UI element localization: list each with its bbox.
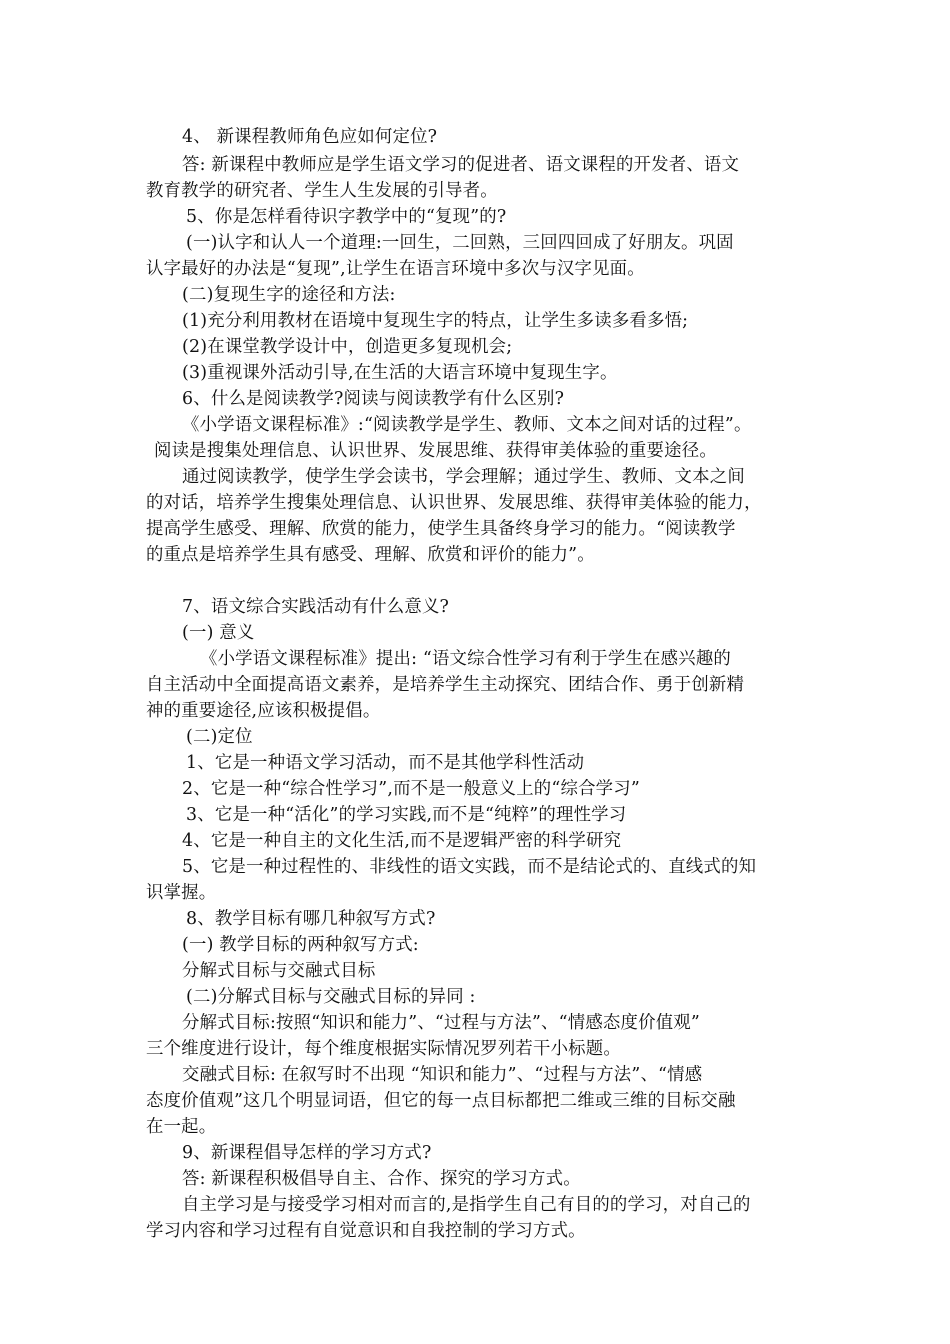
answer-6-line-6: 的重点是培养学生具有感受、理解、欣赏和评价的能力”。 bbox=[146, 545, 595, 565]
answer-7-point-5-line-1: 5、它是一种过程性的、非线性的语文实践，而不是结论式的、直线式的知 bbox=[182, 857, 757, 877]
answer-4-line-2: 教育教学的研究者、学生人生发展的引导者。 bbox=[146, 181, 498, 201]
answer-4-line-1: 答: 新课程中教师应是学生语文学习的促进者、语文课程的开发者、语文 bbox=[182, 155, 740, 175]
answer-7-line-3: 神的重要途径,应该积极提倡。 bbox=[146, 701, 381, 721]
answer-8-integrated-line-1: 交融式目标: 在叙写时不出现 “知识和能力”、“过程与方法”、“情感 bbox=[182, 1065, 703, 1085]
answer-7-point-1: 1、它是一种语文学习活动，而不是其他学科性活动 bbox=[186, 753, 585, 773]
answer-6-line-2: 阅读是搜集处理信息、认识世界、发展思维、获得审美体验的重要途径。 bbox=[154, 441, 717, 461]
answer-8-decomposed-line-1: 分解式目标:按照“知识和能力”、“过程与方法”、“情感态度价值观” bbox=[182, 1013, 700, 1033]
answer-8-section-1-heading: (一) 教学目标的两种叙写方式: bbox=[182, 935, 419, 955]
answer-6-line-4: 的对话，培养学生搜集处理信息、认识世界、发展思维、获得审美体验的能力， bbox=[146, 493, 762, 513]
answer-9-line-3: 学习内容和学习过程有自觉意识和自我控制的学习方式。 bbox=[146, 1221, 586, 1241]
answer-5-item-1-line-1: (一)认字和认人一个道理:一回生，二回熟，三回四回成了好朋友。巩固 bbox=[186, 233, 734, 253]
answer-5-method-1: (1)充分利用教材在语境中复现生字的特点，让学生多读多看多悟; bbox=[182, 311, 689, 331]
question-5: 5、你是怎样看待识字教学中的“复现”的? bbox=[186, 207, 507, 227]
answer-6-line-5: 提高学生感受、理解、欣赏的能力，使学生具备终身学习的能力。“阅读教学 bbox=[146, 519, 736, 539]
question-6: 6、什么是阅读教学?阅读与阅读教学有什么区别? bbox=[182, 389, 565, 409]
answer-8-section-2-heading: (二)分解式目标与交融式目标的异同 : bbox=[186, 987, 476, 1007]
answer-8-decomposed-line-2: 三个维度进行设计，每个维度根据实际情况罗列若干小标题。 bbox=[146, 1039, 621, 1059]
answer-7-point-3: 3、它是一种“活化”的学习实践,而不是“纯粹”的理性学习 bbox=[186, 805, 627, 825]
answer-7-point-5-line-2: 识掌握。 bbox=[146, 883, 217, 903]
answer-7-section-2-heading: (二)定位 bbox=[186, 727, 253, 747]
answer-8-integrated-line-2: 态度价值观”这几个明显词语，但它的每一点目标都把二维或三维的目标交融 bbox=[146, 1091, 736, 1111]
answer-7-section-1-heading: (一) 意义 bbox=[182, 623, 255, 643]
answer-7-point-2: 2、它是一种“综合性学习”,而不是一般意义上的“综合学习” bbox=[182, 779, 640, 799]
answer-9-line-2: 自主学习是与接受学习相对而言的,是指学生自己有目的的学习，对自己的 bbox=[182, 1195, 751, 1215]
answer-7-line-2: 自主活动中全面提高语文素养，是培养学生主动探究、团结合作、勇于创新精 bbox=[146, 675, 745, 695]
answer-9-line-1: 答: 新课程积极倡导自主、合作、探究的学习方式。 bbox=[182, 1169, 581, 1189]
question-4: 4、 新课程教师角色应如何定位? bbox=[182, 127, 438, 147]
answer-5-item-1-line-2: 认字最好的办法是“复现”,让学生在语言环境中多次与汉字见面。 bbox=[146, 259, 645, 279]
answer-5-item-2-heading: (二)复现生字的途径和方法: bbox=[182, 285, 396, 305]
answer-7-line-1: 《小学语文课程标准》提出: “语文综合性学习有利于学生在感兴趣的 bbox=[200, 649, 732, 669]
answer-8-section-1-body: 分解式目标与交融式目标 bbox=[182, 961, 376, 981]
question-7: 7、语文综合实践活动有什么意义? bbox=[182, 597, 450, 617]
question-9: 9、新课程倡导怎样的学习方式? bbox=[182, 1143, 432, 1163]
answer-6-line-3: 通过阅读教学，使学生学会读书，学会理解；通过学生、教师、文本之间 bbox=[182, 467, 745, 487]
answer-7-point-4: 4、它是一种自主的文化生活,而不是逻辑严密的科学研究 bbox=[182, 831, 622, 851]
answer-8-integrated-line-3: 在一起。 bbox=[146, 1117, 217, 1137]
answer-6-line-1: 《小学语文课程标准》:“阅读教学是学生、教师、文本之间对话的过程”。 bbox=[182, 415, 752, 435]
question-8: 8、教学目标有哪几种叙写方式? bbox=[186, 909, 436, 929]
answer-5-method-3: (3)重视课外活动引导,在生活的大语言环境中复现生字。 bbox=[182, 363, 618, 383]
answer-5-method-2: (2)在课堂教学设计中，创造更多复现机会; bbox=[182, 337, 513, 357]
